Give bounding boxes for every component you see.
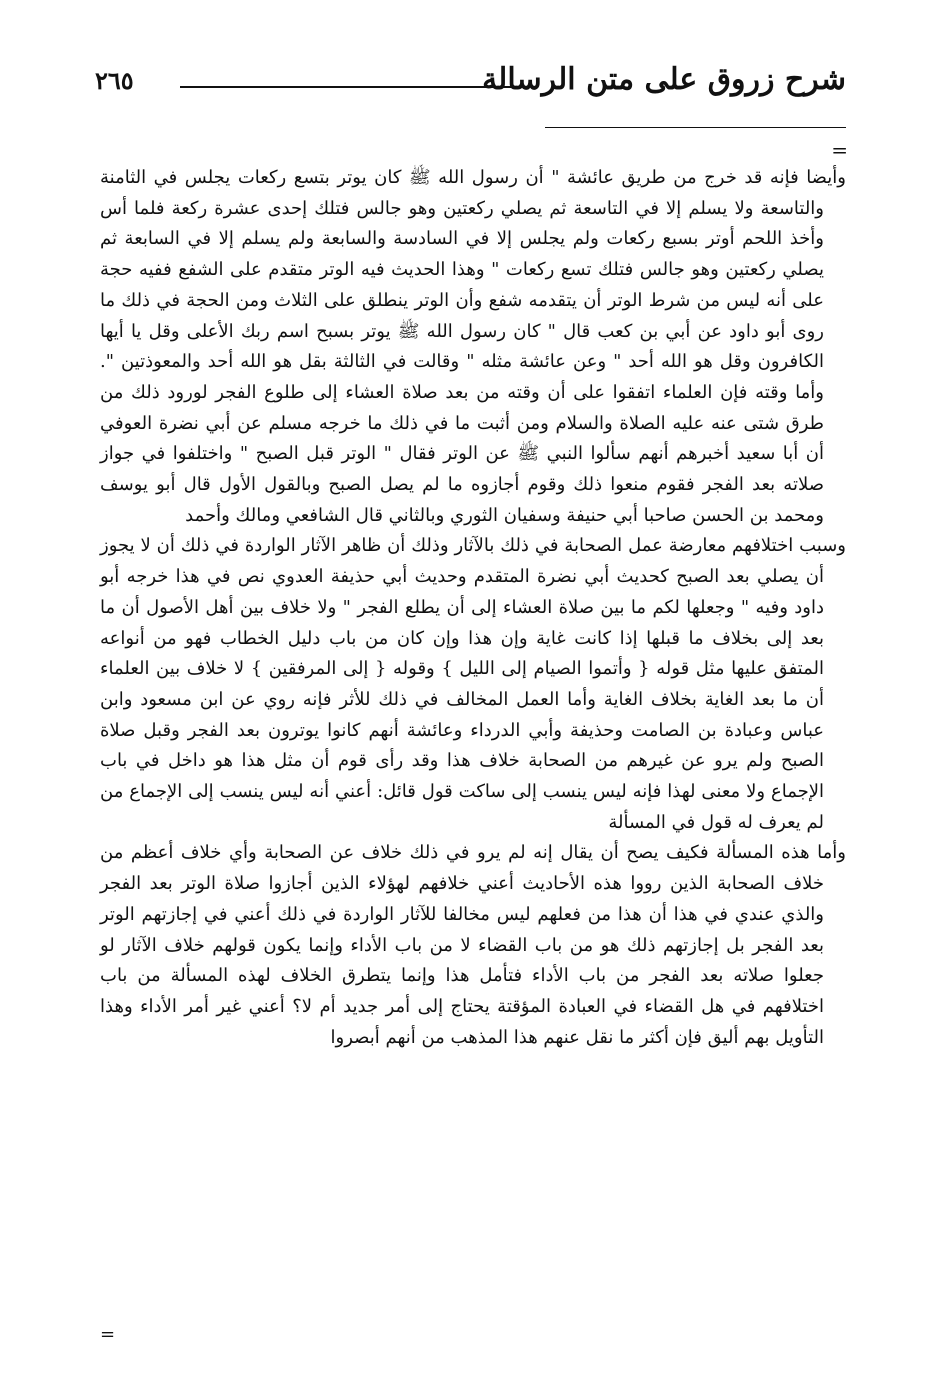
continuation-mark: = <box>831 138 848 162</box>
page-title: شرح زروق على متن الرسالة <box>482 62 846 97</box>
header-rule <box>180 86 511 88</box>
paragraph-disagreement-cause: وسبب اختلافهم معارضة عمل الصحابة في ذلك بالآثار وذلك أن ظاهر الآثار الواردة في ذلك أن لا يجوز أن يصلي بعد الصبح كحديث أبي نضرة المتقدم وحديث أبي حذيفة العدوي نص في هذا خرجه أبو داود وفيه " وجعلها لكم ما بين صلاة العشاء إلى أن يطلع الفجر " ولا خلاف بين أهل الأصول أن ما بعد إلى بخلاف ما قبلها إذا كانت غاية وإن هذا وإن كان من باب دليل الخطاب فهو من أنواعه المتفق عليها مثل قوله { وأتموا الصيام إلى الليل } وقوله { إلى المرفقين } لا خلاف بين العلماء أن ما بعد الغاية بخلاف الغاية وأما العمل المخالف في ذلك للأثر فإنه روي عن ابن مسعود وابن عباس وعبادة بن الصامت وحذيفة وأبي الدرداء وعائشة أنهم كانوا يوترون بعد الفجر وقبل صلاة الصبح ولم يرو عن غيرهم من الصحابة خلاف هذا وقد رأى قوم أن مثل هذا هو داخل في باب الإجماع ولا معنى لهذا فإنه ليس ينسب إلى ساكت قول قائل: أعني أنه ليس ينسب إلى الإجماع من لم يعرف له قول في المسألة <box>100 535 847 833</box>
paragraph-witr-hadith: وأيضا فإنه قد خرج من طريق عائشة " أن رسول الله ﷺ كان يوتر بتسع ركعات يجلس في الثامنة والتاسعة ولا يسلم إلا في التاسعة ثم يصلي ركعتين وهو جالس فتلك إحدى عشرة ركعة فلما أس وأخذ اللحم أوتر بسبع ركعات ولم يجلس إلا في السادسة والسابعة ولم يسلم إلا في السابعة ثم يصلي ركعتين وهو جالس فتلك تسع ركعات " وهذا الحديث فيه الوتر متقدم على الشفع ففيه حجة على أنه ليس من شرط الوتر أن يتقدمه شفع وأن الوتر ينطلق على الثلاث ومن الحجة في ذلك ما روى أبو داود عن أبي بن كعب قال " كان رسول الله ﷺ يوتر بسبح اسم ربك الأعلى وقل يا أيها الكافرون وقل هو الله أحد " وعن عائشة مثله " وقالت في الثالثة بقل هو الله أحد والمعوذتين ". وأما وقته فإن العلماء اتفقوا على أن وقته من بعد صلاة العشاء إلى طلوع الفجر لورود ذلك من طرق شتى عنه عليه الصلاة والسلام ومن أثبت ما في ذلك ما خرجه مسلم عن أبي نضرة العوفي أن أبا سعيد أخبرهم أنهم سألوا النبي ﷺ عن الوتر فقال " الوتر قبل الصبح " واختلفوا في جواز صلاته بعد الفجر فقوم منعوا ذلك وقوم أجازوه ما لم يصل الصبح وبالقول الأول قال أبو يوسف ومحمد بن الحسن صاحبا أبي حنيفة وسفيان الثوري وبالثاني قال الشافعي ومالك وأحمد <box>100 167 846 526</box>
header-underline <box>545 127 846 128</box>
page-number: ٢٦٥ <box>95 66 134 95</box>
paragraph-issue-discussion: وأما هذه المسألة فكيف يصح أن يقال إنه لم يرو في ذلك خلاف عن الصحابة وأي خلاف أعظم من خلاف الصحابة الذين رووا هذه الأحاديث أعني خلافهم لهؤلاء الذين أجازوا صلاة الوتر بعد الفجر والذي عندي في هذا أن هذا من فعلهم ليس مخالفا للآثار الواردة في ذلك أعني في إجازتهم الوتر بعد الفجر بل إجازتهم ذلك هو من باب القضاء لا من باب الأداء وإنما يكون قولهم خلاف الآثار لو جعلوا صلاته بعد الفجر من باب الأداء فتأمل هذا وإنما يتطرق الخلاف لهذه المسألة من باب اختلافهم في هل القضاء في العبادة المؤقتة يحتاج إلى أمر جديد أم لا؟ أعني غير أمر الأداء وهذا التأويل بهم أليق فإن أكثر ما نقل عنهم هذا المذهب من أنهم أبصروا <box>100 842 846 1048</box>
page-header <box>95 62 846 108</box>
body-text <box>100 163 846 1053</box>
page-end-mark: = <box>100 1324 116 1345</box>
